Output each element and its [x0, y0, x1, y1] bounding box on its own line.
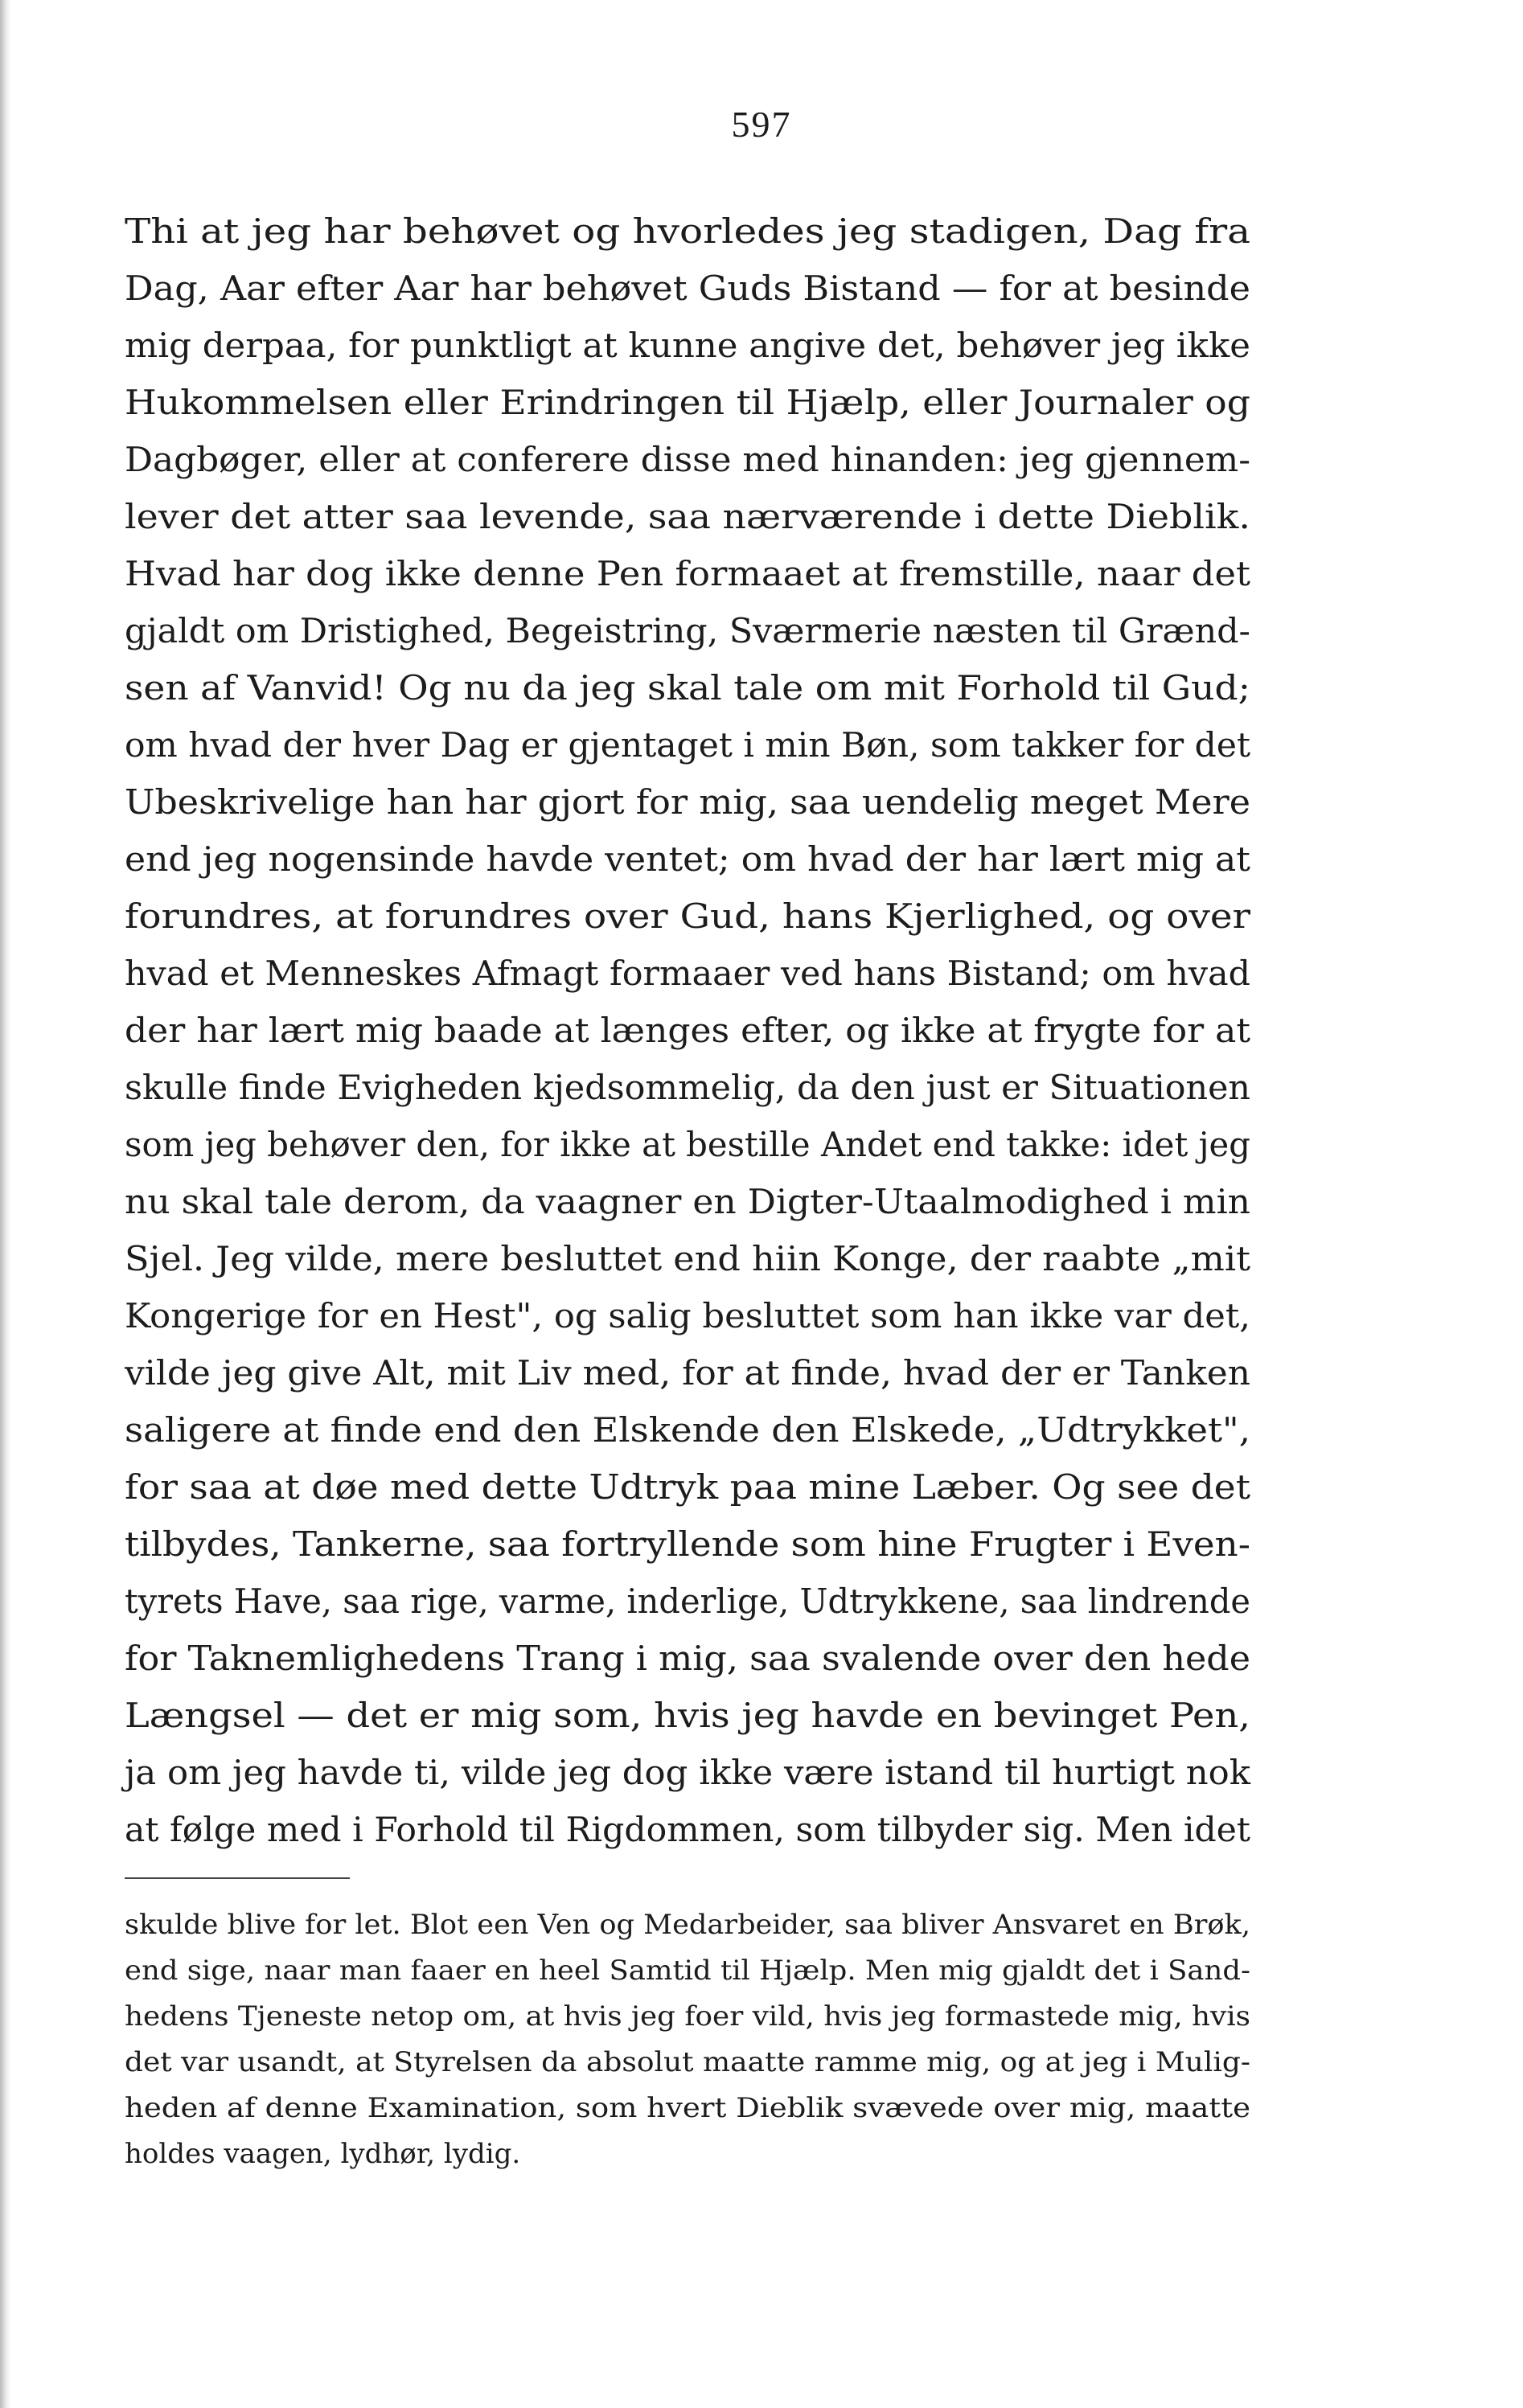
body-line-text: Hukommelsen eller Erindringen til Hjælp, eller Journaler og — [125, 383, 1251, 422]
body-line-text: Sjel. Jeg vilde, mere besluttet end hiin Konge, der raabte „mit — [125, 1239, 1250, 1278]
body-line-text: Dag, Aar efter Aar har behøvet Guds Bistand — for at besinde — [125, 269, 1250, 308]
body-line-text: vilde jeg give Alt, mit Liv med, for at finde, hvad der er Tanken — [125, 1353, 1250, 1393]
footnote-line-text: det var usandt, at Styrelsen da absolut maatte ramme mig, og at jeg i Mulig- — [125, 2046, 1250, 2078]
footnote-line — [125, 1994, 1250, 2040]
body-line-text: sen af Vanvid! Og nu da jeg skal tale om mit Forhold til Gud; — [125, 668, 1250, 708]
body-line — [125, 1002, 1250, 1059]
body-line-text: ja om jeg havde ti, vilde jeg dog ikke være istand til hurtigt nok — [125, 1753, 1250, 1792]
body-line-text: hvad et Menneskes Afmagt formaaer ved hans Bistand; om hvad — [125, 954, 1250, 993]
body-line — [125, 1287, 1250, 1344]
body-line-text: gjaldt om Dristighed, Begeistring, Sværmerie næsten til Grænd- — [125, 611, 1250, 650]
body-line — [125, 1801, 1250, 1858]
footnote-separator — [125, 1877, 350, 1879]
body-line-text: mig derpaa, for punktligt at kunne angive det, behøver jeg ikke — [125, 326, 1250, 365]
page-edge-shadow — [0, 0, 11, 2408]
body-line — [125, 716, 1250, 773]
footnote-line-text: skulde blive for let. Blot een Ven og Medarbeider, saa bliver Ansvaret en Brøk, — [125, 1909, 1250, 1941]
body-line-text: nu skal tale derom, da vaagner en Digter-Utaalmodighed i min — [125, 1182, 1250, 1221]
footnote-line — [125, 2040, 1250, 2086]
body-line — [125, 1744, 1250, 1801]
body-line — [125, 431, 1250, 488]
body-line — [125, 1059, 1250, 1116]
body-line-text: tyrets Have, saa rige, varme, inderlige, Udtrykkene, saa lindrende — [125, 1581, 1250, 1621]
body-line-text: skulle finde Evigheden kjedsommelig, da den just er Situationen — [125, 1068, 1250, 1107]
footnote-line — [125, 2086, 1250, 2131]
page-number: 597 — [731, 104, 792, 145]
body-line — [125, 1687, 1250, 1744]
body-text — [125, 203, 1250, 1858]
body-line-text: Dagbøger, eller at conferere disse med hinanden: jeg gjennem- — [125, 440, 1250, 479]
body-line — [125, 545, 1250, 602]
body-line — [125, 1516, 1250, 1573]
body-line — [125, 831, 1250, 888]
body-line — [125, 260, 1250, 317]
body-line-text: der har lært mig baade at længes efter, og ikke at frygte for at — [125, 1011, 1250, 1050]
body-line-text: Ubeskrivelige han har gjort for mig, saa uendelig meget Mere — [125, 782, 1250, 822]
body-line — [125, 1573, 1250, 1630]
body-line — [125, 888, 1250, 945]
body-line-text: for Taknemlighedens Trang i mig, saa svalende over den hede — [125, 1639, 1251, 1678]
body-line — [125, 1458, 1250, 1516]
body-line-text: end jeg nogensinde havde ventet; om hvad der har lært mig at — [125, 839, 1250, 879]
body-line — [125, 1401, 1250, 1458]
body-line — [125, 1344, 1250, 1401]
body-line — [125, 1173, 1250, 1230]
body-line-text: for saa at døe med dette Udtryk paa mine Læber. Og see det — [125, 1467, 1250, 1507]
body-line-text: Thi at jeg har behøvet og hvorledes jeg stadigen, Dag fra — [125, 211, 1250, 251]
footnote-line-text: heden af denne Examination, som hvert Dieblik svævede over mig, maatte — [125, 2092, 1250, 2124]
body-line — [125, 1116, 1250, 1173]
body-line — [125, 945, 1250, 1002]
body-line-text: som jeg behøver den, for ikke at bestille Andet end takke: idet jeg — [125, 1125, 1250, 1164]
body-line-text: tilbydes, Tankerne, saa fortryllende som hine Frugter i Even- — [125, 1524, 1250, 1564]
body-line-text: forundres, at forundres over Gud, hans Kjerlighed, og over — [125, 896, 1250, 936]
body-line — [125, 488, 1250, 545]
body-line — [125, 317, 1250, 374]
body-line-text: Kongerige for en Hest", og salig besluttet som han ikke var det, — [125, 1296, 1250, 1335]
body-line — [125, 1230, 1250, 1287]
footnote-line — [125, 1902, 1250, 1948]
body-line-text: Længsel — det er mig som, hvis jeg havde en bevinget Pen, — [125, 1696, 1250, 1735]
body-line — [125, 602, 1250, 659]
body-line — [125, 1630, 1250, 1687]
body-line — [125, 374, 1250, 431]
body-line — [125, 203, 1250, 260]
body-line-text: saligere at finde end den Elskende den Elskede, „Udtrykket", — [125, 1410, 1250, 1450]
body-line — [125, 773, 1250, 831]
footnote-line-text: end sige, naar man faaer en heel Samtid til Hjælp. Men mig gjaldt det i Sand- — [125, 1955, 1250, 1987]
footnote-line-text: hedens Tjeneste netop om, at hvis jeg foer vild, hvis jeg formastede mig, hvis — [125, 2000, 1250, 2033]
body-line-text: om hvad der hver Dag er gjentaget i min Bøn, som takker for det — [125, 725, 1250, 765]
footnote-line — [125, 2131, 1250, 2177]
footnote — [125, 1902, 1250, 2177]
body-line-text: at følge med i Forhold til Rigdommen, som tilbyder sig. Men idet — [125, 1810, 1250, 1849]
body-line — [125, 659, 1250, 716]
footnote-line — [125, 1948, 1250, 1994]
body-line-text: lever det atter saa levende, saa nærværende i dette Dieblik. — [125, 497, 1250, 536]
footnote-line-text: holdes vaagen, lydhør, lydig. — [125, 2138, 521, 2170]
body-line-text: Hvad har dog ikke denne Pen formaaet at fremstille, naar det — [125, 554, 1250, 593]
